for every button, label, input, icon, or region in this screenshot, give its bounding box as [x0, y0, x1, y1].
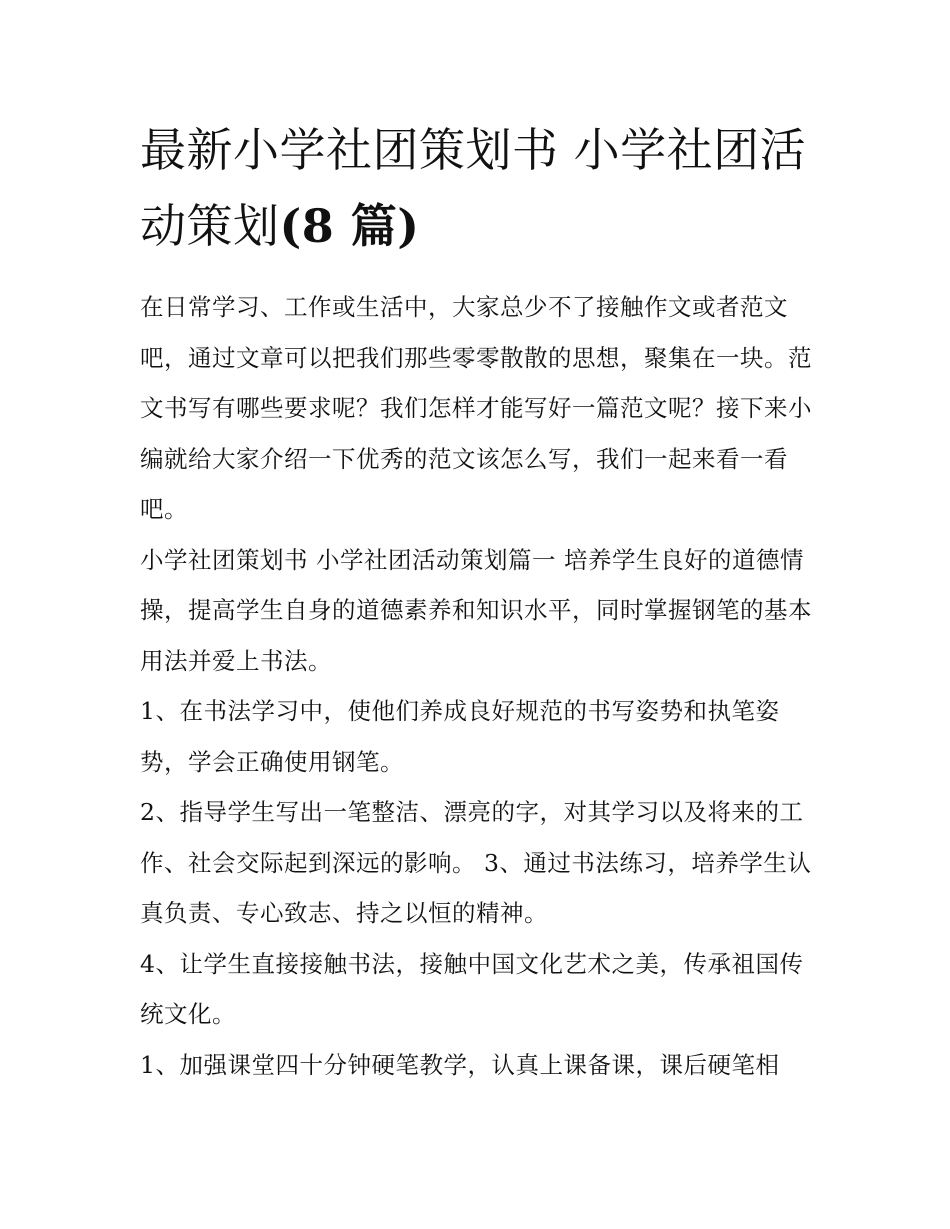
list-item-2: 2、指导学生写出一笔整洁、漂亮的字，对其学习以及将来的工作、社会交际起到深远的影响。 3、通过书法练习，培养学生认真负责、专心致志、持之以恒的精神。	[140, 798, 812, 927]
document-page	[140, 112, 820, 1090]
section-one-paragraph: 小学社团策划书 小学社团活动策划篇一 培养学生良好的道德情操，提高学生自身的道德素养和知识水平，同时掌握钢笔的基本用法并爱上书法。	[140, 545, 812, 675]
intro-paragraph: 在日常学习、工作或生活中，大家总少不了接触作文或者范文吧，通过文章可以把我们那些零零散散的思想，聚集在一块。范文书写有哪些要求呢？我们怎样才能写好一篇范文呢？接下来小编就给大家介绍一下优秀的范文该怎么写，我们一起来看一看吧。	[140, 293, 812, 523]
document-body	[140, 282, 820, 1090]
document-title	[140, 112, 820, 264]
list-item-measures-1: 1、加强课堂四十分钟硬笔教学，认真上课备课，课后硬笔相	[140, 1050, 780, 1079]
list-item-4: 4、让学生直接接触书法，接触中国文化艺术之美，传承祖国传统文化。	[140, 949, 804, 1028]
title-count: (8 篇)	[279, 199, 420, 253]
title-text: 最新小学社团策划书 小学社团活动策划	[140, 123, 807, 253]
list-item-1: 1、在书法学习中，使他们养成良好规范的书写姿势和执笔姿势，学会正确使用钢笔。	[140, 697, 780, 776]
